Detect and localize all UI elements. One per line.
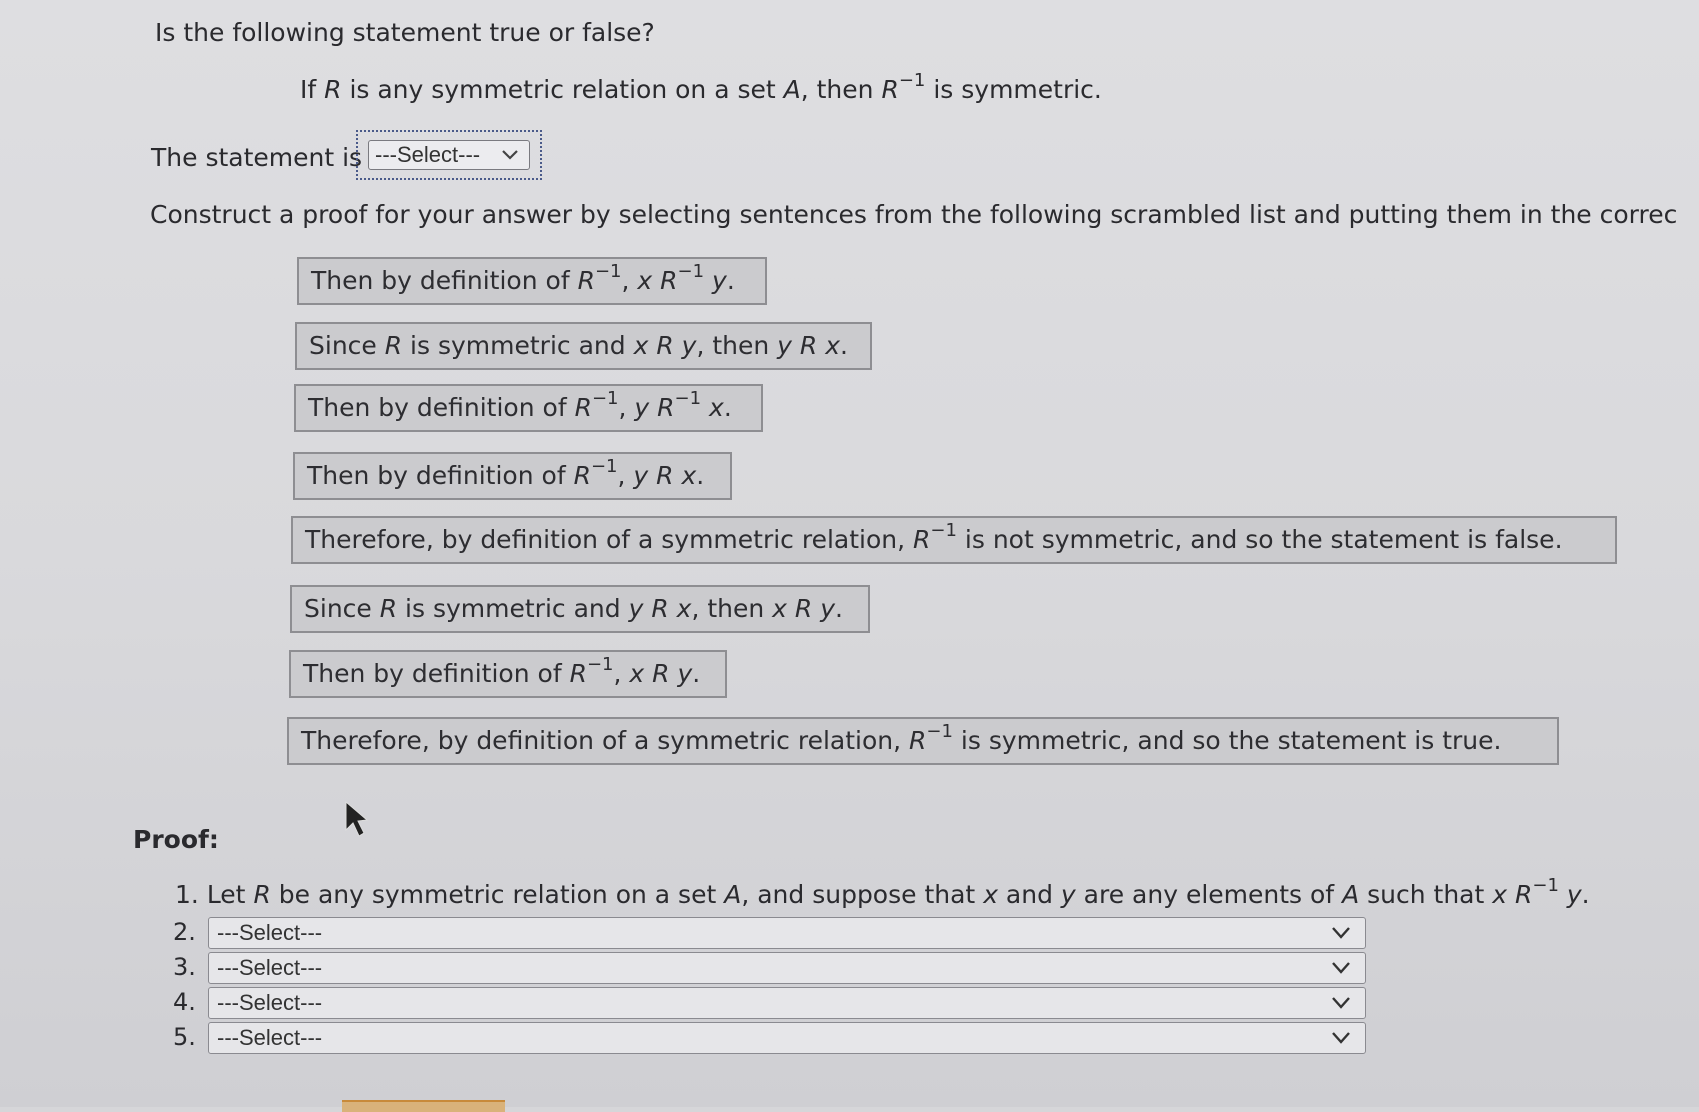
text-segment: Then by definition of	[307, 461, 574, 490]
text-segment: Therefore, by definition of a symmetric relation,	[301, 726, 910, 755]
text-segment: .	[692, 659, 701, 688]
text-segment: R	[573, 461, 591, 490]
text-segment: Since	[304, 594, 380, 623]
text-segment: −1	[594, 260, 622, 282]
proof-step-number: 5.	[173, 1023, 196, 1051]
text-segment: Therefore, by definition of a symmetric relation,	[305, 525, 914, 554]
text-segment: x	[983, 880, 998, 909]
text-segment: −1	[590, 455, 618, 477]
text-segment: y	[1060, 880, 1076, 909]
text-segment: x R	[637, 266, 678, 295]
proof-label: Proof:	[133, 825, 219, 854]
text-segment: .	[723, 393, 732, 422]
proof-step-select-value: ---Select---	[217, 955, 323, 980]
proof-step-1: 1. Let R be any symmetric relation on a set A, and suppose that x and y are any elements of A such that x $R^{-1}$ y.	[175, 874, 1590, 909]
text-segment: x R y	[772, 594, 836, 623]
proof-step-select[interactable]	[208, 952, 1366, 984]
true-false-select[interactable]	[368, 140, 530, 170]
text-segment: A	[724, 880, 742, 909]
text-segment: is symmetric and	[397, 594, 629, 623]
chevron-down-icon	[1329, 958, 1353, 978]
statement-text: If R is any symmetric relation on a set A, then $R^{-1}$ is symmetric.	[300, 69, 1102, 104]
text-segment: Since	[309, 331, 385, 360]
text-segment: R	[569, 659, 587, 688]
text-segment: y R x	[777, 331, 841, 360]
proof-sentence-card[interactable]	[294, 384, 763, 432]
text-segment: be any symmetric relation on a set	[270, 880, 725, 909]
proof-sentence-card[interactable]	[293, 452, 732, 500]
proof-step-number: 3.	[173, 953, 196, 981]
proof-step-select-value: ---Select---	[217, 990, 323, 1015]
text-segment	[704, 266, 712, 295]
text-segment: −1	[586, 653, 614, 675]
text-segment: are any elements of	[1075, 880, 1343, 909]
question-text: Is the following statement true or false?	[155, 18, 655, 47]
text-segment: Then by definition of	[303, 659, 570, 688]
text-segment: y R x	[633, 461, 697, 490]
text-segment: is symmetric, and so the statement is true.	[952, 726, 1502, 755]
text-segment	[701, 393, 709, 422]
text-segment: .	[835, 594, 843, 623]
text-segment: .	[696, 461, 705, 490]
chevron-down-icon	[499, 144, 521, 166]
text-segment: .	[1581, 880, 1590, 909]
proof-sentence-card[interactable]	[289, 650, 727, 698]
true-false-select-value: ---Select---	[375, 142, 481, 167]
text-segment: y	[712, 266, 727, 295]
proof-step-number: 4.	[173, 988, 196, 1016]
text-segment: Let	[206, 880, 254, 909]
text-segment: x R y	[633, 331, 697, 360]
text-segment: −1	[674, 387, 702, 409]
text-segment: R	[909, 726, 927, 755]
text-segment: is not symmetric, and so the statement is false.	[956, 525, 1563, 554]
text-segment: R	[913, 525, 931, 554]
text-segment: , and suppose that	[741, 880, 984, 909]
mouse-pointer-icon	[344, 800, 370, 840]
true-false-select-focus-ring	[356, 130, 542, 180]
text-segment: −1	[930, 519, 957, 541]
text-segment: −1	[1532, 874, 1559, 896]
text-segment	[1559, 880, 1567, 909]
text-segment: Then by definition of	[308, 393, 575, 422]
text-segment: ,	[618, 393, 635, 422]
text-segment: R	[384, 331, 403, 360]
proof-step-select[interactable]	[208, 987, 1366, 1019]
text-segment: −1	[926, 720, 953, 742]
text-segment: R	[253, 880, 271, 909]
text-segment: is symmetric and	[402, 331, 634, 360]
text-segment: such that	[1359, 880, 1493, 909]
proof-sentence-card[interactable]	[297, 257, 767, 305]
chevron-down-icon	[1329, 923, 1353, 943]
text-segment: y R x	[628, 594, 692, 623]
proof-step-select-value: ---Select---	[217, 920, 323, 945]
text-segment: −1	[591, 387, 619, 409]
text-segment: R	[379, 594, 398, 623]
text-segment: R	[574, 393, 592, 422]
text-segment: y	[1566, 880, 1582, 909]
submit-button-edge[interactable]	[342, 1100, 505, 1112]
proof-sentence-card[interactable]	[287, 717, 1559, 765]
text-segment: x R	[1492, 880, 1533, 909]
text-segment: , then	[696, 331, 778, 360]
statement-is-label: The statement is	[151, 143, 363, 172]
chevron-down-icon	[1329, 1028, 1353, 1048]
proof-step-select[interactable]	[208, 1022, 1366, 1054]
text-segment: Then by definition of	[311, 266, 578, 295]
text-segment: −1	[677, 260, 705, 282]
text-segment: y R	[634, 393, 675, 422]
text-segment: , then	[691, 594, 773, 623]
chevron-down-icon	[1329, 993, 1353, 1013]
proof-sentence-card[interactable]	[290, 585, 870, 633]
proof-step-select[interactable]	[208, 917, 1366, 949]
text-segment: and	[997, 880, 1061, 909]
text-segment: x	[709, 393, 724, 422]
text-segment: ,	[613, 659, 630, 688]
proof-sentence-card[interactable]	[291, 516, 1617, 564]
proof-step-select-value: ---Select---	[217, 1025, 323, 1050]
instructions-text: Construct a proof for your answer by selecting sentences from the following scrambled list and putting them in the correc	[150, 200, 1678, 229]
text-segment: .	[726, 266, 735, 295]
text-segment: .	[840, 331, 848, 360]
text-segment: R	[577, 266, 595, 295]
text-segment: A	[1342, 880, 1360, 909]
text-segment: x R y	[629, 659, 693, 688]
text-segment: ,	[617, 461, 634, 490]
proof-step-number: 2.	[173, 918, 196, 946]
proof-sentence-card[interactable]	[295, 322, 872, 370]
text-segment: ,	[621, 266, 638, 295]
